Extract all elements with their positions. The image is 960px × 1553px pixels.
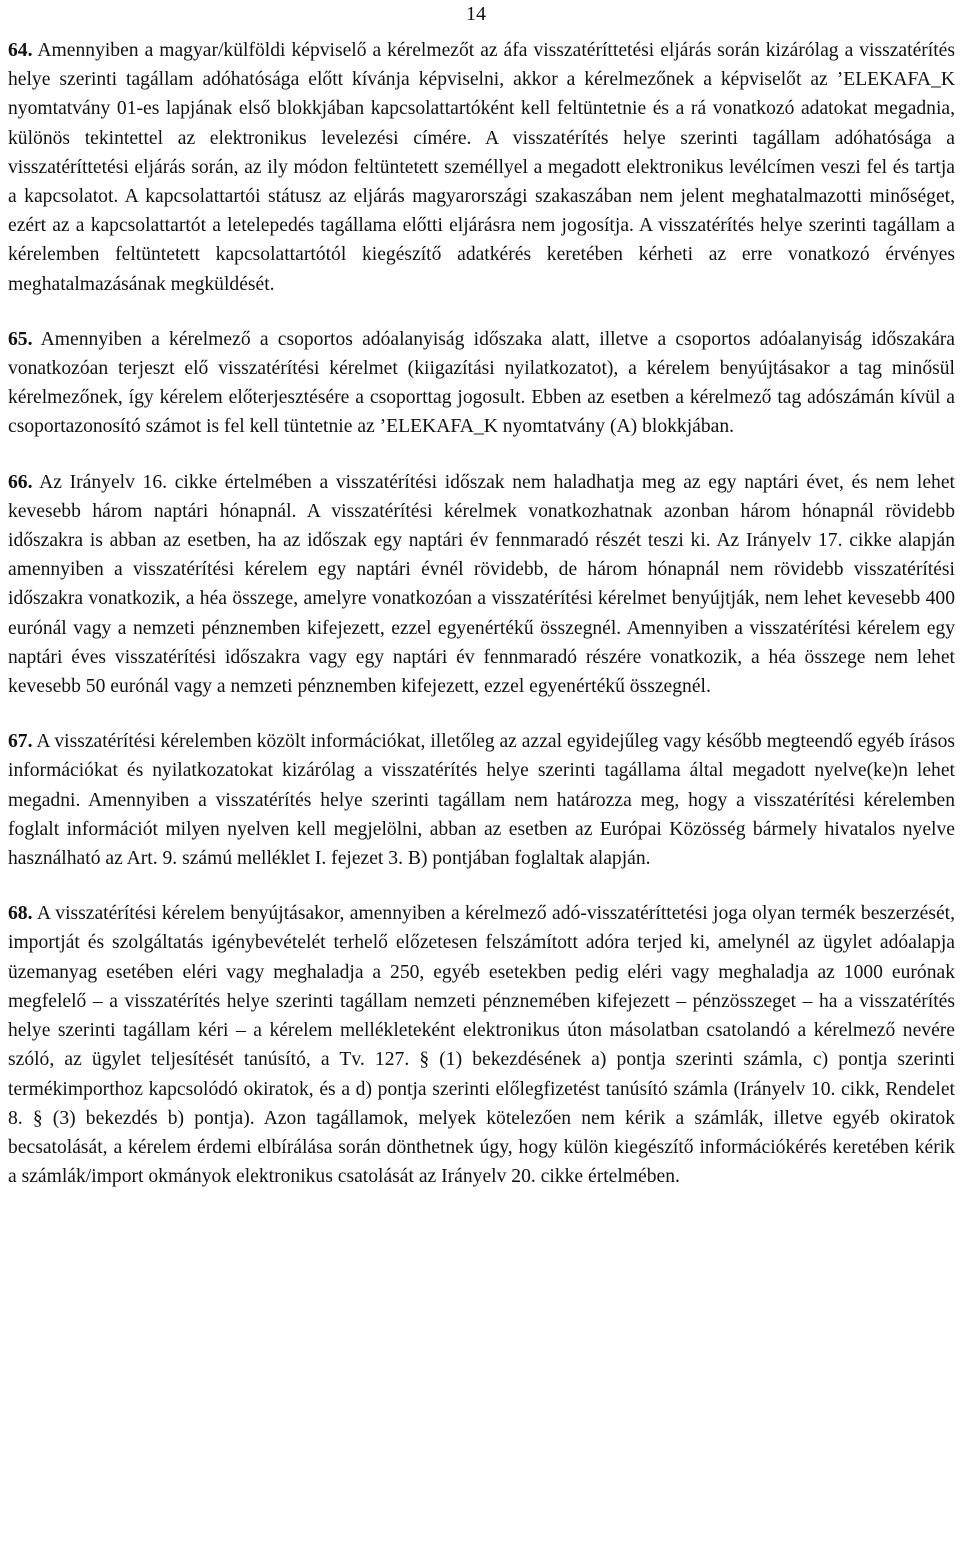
paragraph-text: Amennyiben a kérelmező a csoportos adóalanyiság időszaka alatt, illetve a csoportos adóalanyiság időszakára vonatkozóan terjeszt elő visszatérítési kérelmet (kiigazítási nyilatkozatot), a kérelem benyújtásakor a tag minősül kérelmezőnek, így kérelem előterjesztésére a csoporttag jogosult. Ebben az esetben a kérelmező tag adószámán kívül a csoportazonosító számot is fel kell tüntetnie az ’ELEKAFA_K nyomtatvány (A) blokkjában. xyxy=(8,328,955,438)
paragraph-68 xyxy=(8,899,955,1191)
paragraph-65 xyxy=(8,325,955,442)
paragraph-67 xyxy=(8,727,955,873)
paragraph-number: 65. xyxy=(8,328,33,350)
paragraph-text: A visszatérítési kérelemben közölt információkat, illetőleg az azzal egyidejűleg vagy később megteendő egyéb írásos információkat és nyilatkozatokat kizárólag a visszatérítés helye szerinti tagállama által megadott nyelve(ke)n lehet megadni. Amennyiben a visszatérítés helye szerinti tagállam nem határozza meg, hogy a visszatérítési kérelemben foglalt információt milyen nyelven kell megjelölni, abban az esetben az Európai Közösség bármely hivatalos nyelve használható az Art. 9. számú melléklet I. fejezet 3. B) pontjában foglaltak alapján. xyxy=(8,731,955,870)
paragraph-number: 66. xyxy=(8,471,33,493)
page-number: 14 xyxy=(466,3,486,25)
paragraph-text: A visszatérítési kérelem benyújtásakor, amennyiben a kérelmező adó-visszatéríttetési joga olyan termék beszerzését, importját és szolgáltatás igénybevételét terhelő előzetesen felszámított adóra terjed ki, amelynél az ügylet adóalapja üzemanyag esetében eléri vagy meghaladja a 250, egyéb esetekben pedig eléri vagy meghaladja az 1000 eurónak megfelelő – a visszatérítés helye szerinti tagállam nemzeti pénznemében kifejezett – pénzösszeget – ha a visszatérítés helye szerinti tagállam kéri – a kérelem mellékleteként elektronikus úton másolatban csatolandó a kérelmező nevére szóló, az ügylet teljesítését tanúsító, a Tv. 127. § (1) bekezdésének a) pontja szerinti számla, c) pontja szerinti termékimporthoz kapcsolódó okiratok, és a d) pontja szerinti előlegfizetést tanúsító számla (Irányelv 10. cikk, Rendelet 8. § (3) bekezdés b) pontja). Azon tagállamok, melyek kötelezően nem kérik a számlák, illetve egyéb okiratok becsatolását, a kérelem érdemi elbírálása során dönthetnek úgy, hogy külön kiegészítő információkérés keretében kérik a számlák/import okmányok elektronikus csatolását az Irányelv 20. cikke értelmében. xyxy=(8,903,955,1188)
document-body xyxy=(8,36,955,1191)
paragraph-64 xyxy=(8,36,955,299)
paragraph-66 xyxy=(8,468,955,702)
paragraph-number: 68. xyxy=(8,903,33,925)
paragraph-text: Az Irányelv 16. cikke értelmében a visszatérítési időszak nem haladhatja meg az egy naptári évet, és nem lehet kevesebb három naptári hónapnál. A visszatérítési kérelmek vonatkozhatnak azonban három hónapnál rövidebb időszakra is abban az esetben, ha az időszak egy naptári év fennmaradó részét teszi ki. Az Irányelv 17. cikke alapján amennyiben a visszatérítési kérelem egy naptári évnél rövidebb, de három hónapnál nem rövidebb visszatérítési időszakra vonatkozik, a héa összege, amelyre vonatkozóan a visszatérítési kérelmet benyújtják, nem lehet kevesebb 400 eurónál vagy a nemzeti pénznemben kifejezett, ezzel egyenértékű összegnél. Amennyiben a visszatérítési kérelem egy naptári éves visszatérítési időszakra vagy egy naptári év fennmaradó részére vonatkozik, a héa összege nem lehet kevesebb 50 eurónál vagy a nemzeti pénznemben kifejezett, ezzel egyenértékű összegnél. xyxy=(8,471,955,698)
paragraph-number: 64. xyxy=(8,40,33,61)
paragraph-text: Amennyiben a magyar/külföldi képviselő a kérelmezőt az áfa visszatéríttetési eljárás során kizárólag a visszatérítés helye szerinti tagállam adóhatósága előtt kívánja képviselni, akkor a kérelmezőnek a képviselőt az ’ELEKAFA_K nyomtatvány 01-es lapjának első blokkjában kapcsolattartóként kell feltüntetnie és a rá vonatkozó adatokat megadnia, különös tekintettel az elektronikus levelezési címére. A visszatérítés helye szerinti tagállam adóhatósága a visszatéríttetési eljárás során, az ily módon feltüntetett személlyel a megadott elektronikus levélcímen veszi fel és tartja a kapcsolatot. A kapcsolattartói státusz az eljárás magyarországi szakaszában nem jelent meghatalmazotti minőséget, ezért az a kapcsolattartót a letelepedés tagállama előtti eljárásra nem jogosítja. A visszatérítés helye szerinti tagállam a kérelemben feltüntetett kapcsolattartótól kiegészítő adatkérés keretében kérheti az erre vonatkozó érvényes meghatalmazásának megküldését. xyxy=(8,40,955,295)
paragraph-number: 67. xyxy=(8,731,33,753)
